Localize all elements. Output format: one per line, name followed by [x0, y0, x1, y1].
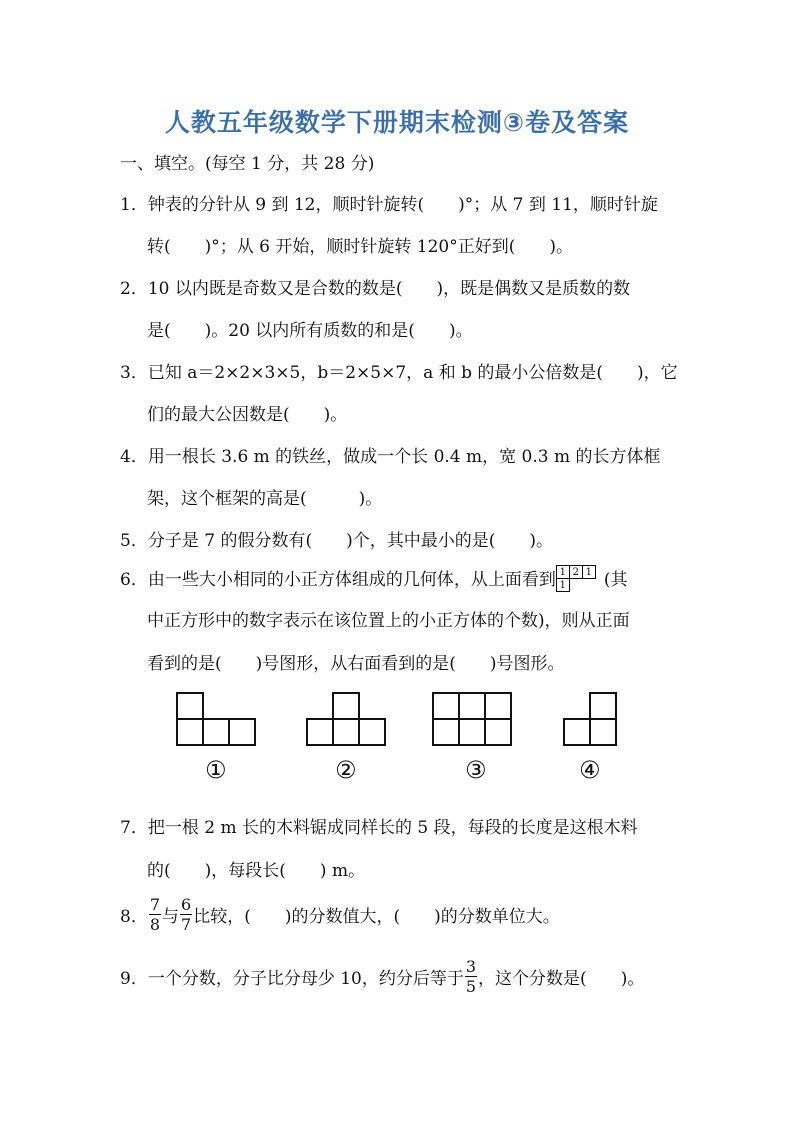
cube-cell [484, 718, 512, 746]
figure-label-3: ③ [465, 756, 487, 784]
cube-cell [176, 718, 204, 746]
question-3-line-2: 们的最大公因数是( )。 [147, 405, 348, 425]
cube-cell [458, 692, 486, 720]
question-7-line-2: 的( )，每段长( ) m。 [147, 861, 366, 881]
question-4-line-2: 架，这个框架的高是( )。 [147, 489, 383, 509]
question-4-line-1: 4．用一根长 3.6 m 的铁丝，做成一个长 0.4 m，宽 0.3 m 的长方体框 [120, 447, 661, 467]
cube-cell [432, 692, 460, 720]
question-6-line-2: 中正方形中的数字表示在该位置上的小正方体的个数)，则从正面 [147, 611, 630, 631]
cube-cell [202, 718, 230, 746]
question-6-line-1: 6．由一些大小相同的小正方体组成的几何体，从上面看到 1 2 1 1 (其 [120, 565, 627, 599]
fraction-7-8: $\frac{7}{8}$ [149, 895, 161, 934]
cube-cell [458, 718, 486, 746]
cube-cell [332, 692, 360, 720]
cube-cell [589, 692, 617, 720]
question-9-line-1: 9．一个分数，分子比分母少 10，约分后等于 $\frac{3}{5}$ ，这个分数是( )。 [120, 957, 645, 996]
figure-label-4: ④ [579, 756, 601, 784]
question-7-line-1: 7．把一根 2 m 长的木料锯成同样长的 5 段，每段的长度是这根木料 [120, 818, 638, 838]
question-5-line-1: 5．分子是 7 的假分数有( )个，其中最小的是( )。 [120, 531, 553, 551]
figure-label-1: ① [205, 756, 227, 784]
question-2-line-1: 2．10 以内既是奇数又是合数的数是( )，既是偶数又是质数的数 [120, 279, 631, 299]
question-2-line-2: 是( )。20 以内所有质数的和是( )。 [147, 321, 473, 341]
top-view-cell: 2 [569, 565, 583, 579]
cube-cell [563, 718, 591, 746]
fraction-3-5: $\frac{3}{5}$ [465, 957, 477, 996]
top-view-cell: 1 [582, 565, 596, 579]
question-1-line-1: 1．钟表的分针从 9 到 12，顺时针旋转( )°；从 7 到 11，顺时针旋 [120, 195, 658, 215]
cube-cell [228, 718, 256, 746]
cube-cell [306, 718, 334, 746]
top-view-cell: 1 [556, 578, 570, 592]
top-view-cell: 1 [556, 565, 570, 579]
cube-cell [589, 718, 617, 746]
figure-label-2: ② [335, 756, 357, 784]
cube-cell [176, 692, 204, 720]
fraction-6-7: $\frac{6}{7}$ [181, 895, 192, 934]
question-6-line-3: 看到的是( )号图形，从右面看到的是( )号图形。 [147, 654, 565, 674]
page-title: 人教五年级数学下册期末检测③卷及答案 [164, 108, 630, 137]
top-view-grid [556, 565, 600, 599]
question-1-line-2: 转( )°；从 6 开始，顺时针旋转 120°正好到( )。 [147, 237, 574, 257]
cube-cell [358, 718, 386, 746]
question-3-line-1: 3．已知 a＝2×2×3×5，b＝2×5×7，a 和 b 的最小公倍数是( )，它 [120, 363, 678, 383]
question-8-line-1: 8． $\frac{7}{8}$ 与 $\frac{6}{7}$ 比较，( )的分数值大，( )的分数单位大。 [120, 895, 560, 934]
cube-cell [432, 718, 460, 746]
section-heading: 一、填空。(每空 1 分，共 28 分) [120, 154, 375, 174]
cube-cell [332, 718, 360, 746]
cube-cell [484, 692, 512, 720]
